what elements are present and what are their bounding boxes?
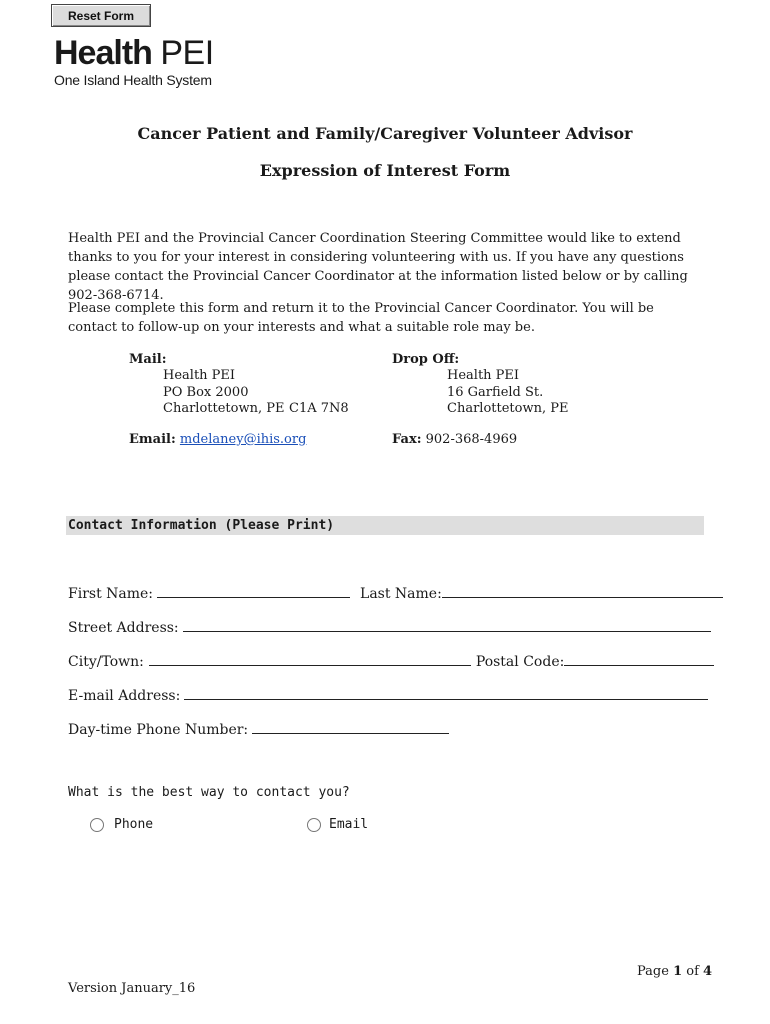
dropoff-line-2: 16 Garfield St.	[447, 385, 544, 400]
phone-label: Day-time Phone Number:	[68, 722, 249, 738]
mail-line-3: Charlottetown, PE	[163, 401, 285, 416]
last-name-label: Last Name:	[360, 586, 442, 602]
version-text: Version January_16	[68, 981, 196, 996]
form-subtitle: Expression of Interest Form	[259, 161, 511, 180]
city-row	[68, 650, 714, 670]
street-address-field[interactable]	[183, 631, 711, 632]
phone-row	[68, 718, 449, 738]
email-address-label: E-mail Address:	[68, 688, 181, 704]
email-row	[129, 432, 306, 449]
email-field-row	[68, 684, 708, 704]
contact-preference-question: What is the best way to contact you?	[68, 785, 350, 800]
phone-option-label: Phone	[114, 817, 154, 832]
intro-paragraph-1: Health PEI and the Provincial Cancer Coordination Steering Committee would like to extend thanks to you for your interest in considering volunteering with us. If you have any questions please contact the Provincial Cancer Coordinator at the information listed below or by calling 902-368-6714.	[68, 231, 688, 303]
page-of: of	[686, 964, 699, 979]
dropoff-line-1: Health PEI	[447, 368, 520, 383]
first-name-label: First Name:	[68, 586, 154, 602]
mail-label: Mail:	[129, 352, 167, 367]
logo-wordmark	[54, 36, 214, 70]
last-name-field[interactable]	[442, 597, 723, 598]
health-pei-logo	[54, 36, 214, 88]
intro-paragraph-2: Please complete this form and return it to the Provincial Cancer Coordinator. You will be contact to follow-up on your interests and what a suitable role may be.	[68, 301, 654, 335]
mail-postal-code: C1A 7N8	[289, 401, 349, 416]
page-prefix: Page	[637, 964, 669, 979]
page-current: 1	[673, 964, 683, 979]
contact-option-email[interactable]	[307, 817, 368, 832]
fax-number: 902-368-4969	[425, 432, 518, 447]
first-name-field[interactable]	[157, 597, 350, 598]
dropoff-line-3: Charlottetown, PE	[447, 401, 569, 416]
email-radio-icon[interactable]	[307, 818, 321, 832]
phone-radio-icon[interactable]	[90, 818, 104, 832]
email-address-field[interactable]	[184, 699, 708, 700]
city-label: City/Town:	[68, 654, 144, 670]
street-row	[68, 616, 711, 636]
reset-form-button[interactable]: Reset Form	[51, 4, 151, 27]
email-label: Email:	[129, 432, 176, 447]
page-total: 4	[703, 964, 713, 979]
logo-pei: PEI	[160, 34, 214, 72]
contact-option-phone[interactable]	[90, 817, 153, 832]
form-title: Cancer Patient and Family/Caregiver Volunteer Advisor	[137, 124, 633, 143]
city-field[interactable]	[149, 665, 471, 666]
dropoff-label: Drop Off:	[392, 352, 460, 367]
page-number	[637, 964, 712, 979]
postal-code-field[interactable]	[564, 665, 714, 666]
phone-field[interactable]	[252, 733, 449, 734]
postal-code-label: Postal Code:	[475, 654, 565, 670]
logo-subtitle: One Island Health System	[54, 72, 212, 88]
mail-line-2: PO Box 2000	[163, 385, 249, 400]
name-row	[68, 582, 723, 602]
fax-label: Fax:	[392, 432, 422, 447]
email-option-label: Email	[329, 817, 369, 832]
logo-health: Health	[54, 34, 152, 72]
email-link[interactable]: mdelaney@ihis.org	[179, 432, 307, 447]
street-address-label: Street Address:	[68, 620, 179, 636]
fax-row	[392, 432, 517, 449]
mail-line-1: Health PEI	[163, 368, 236, 383]
contact-info-section-header: Contact Information (Please Print)	[66, 516, 704, 535]
